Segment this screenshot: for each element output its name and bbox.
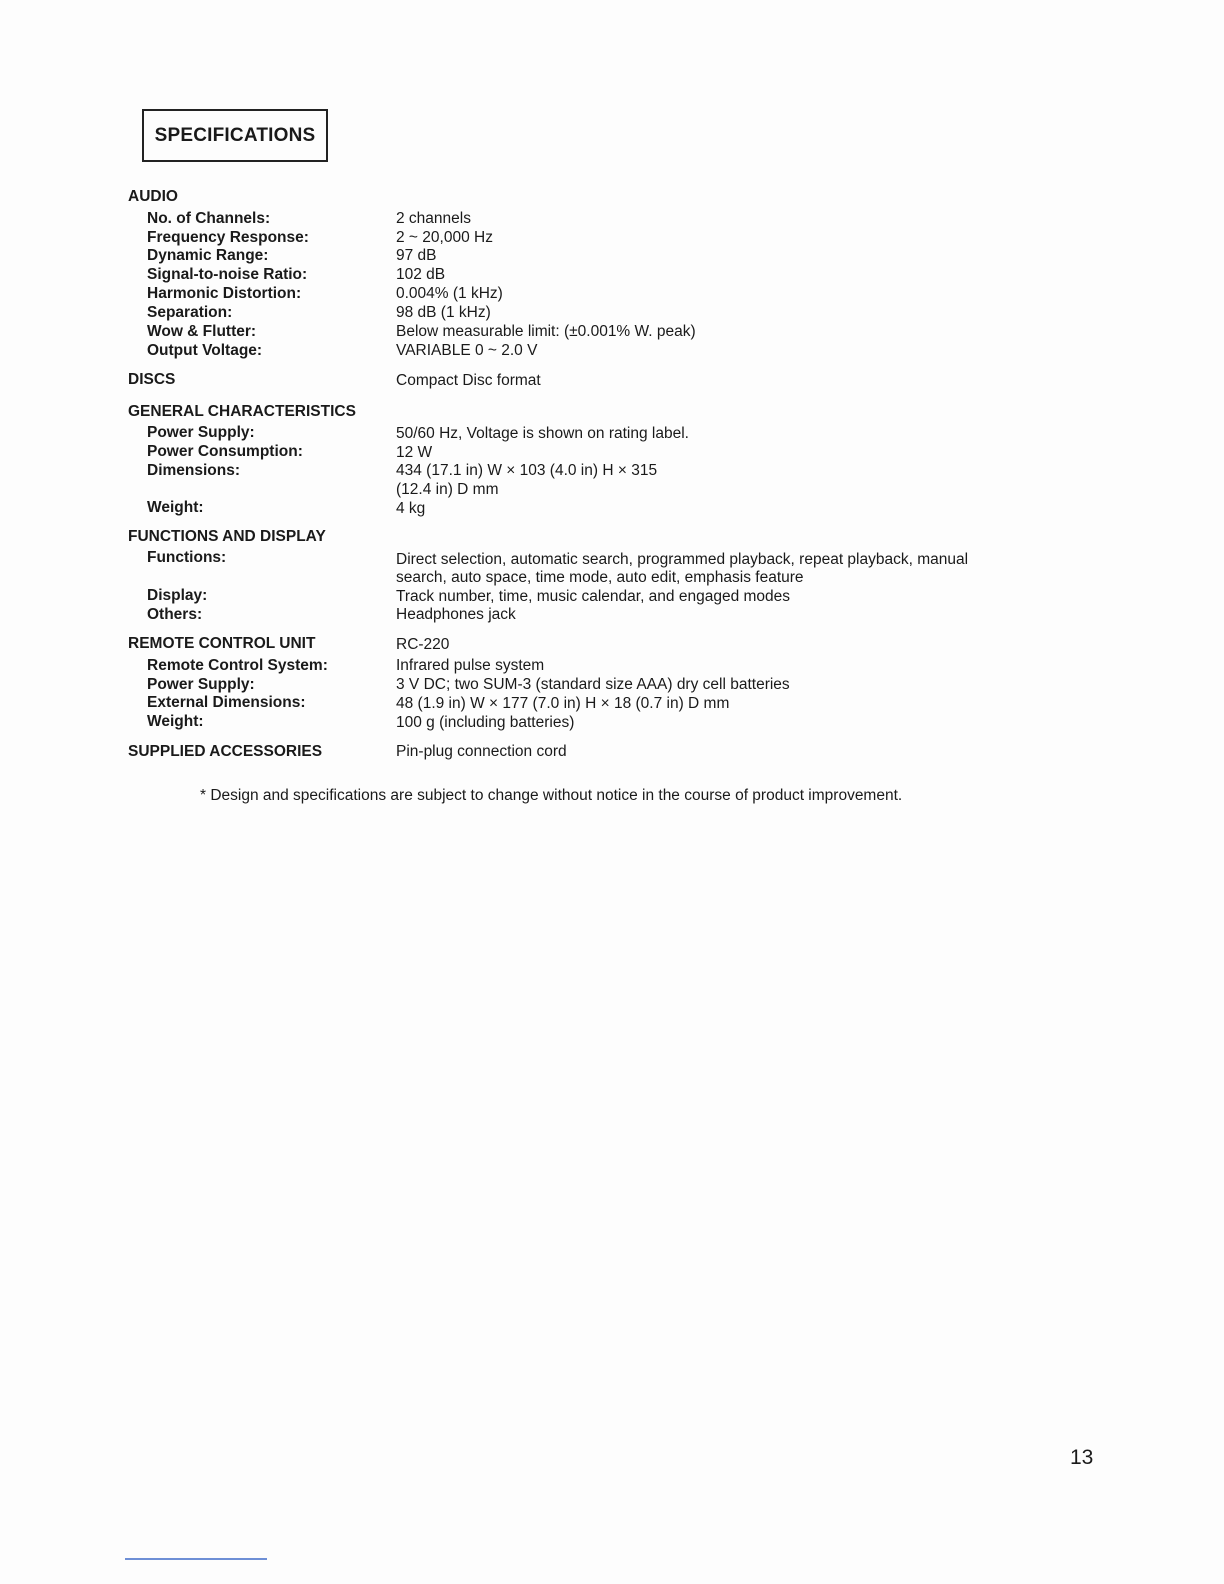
spec-value: RC-220 (396, 636, 450, 653)
spec-value: Pin-plug connection cord (396, 743, 567, 760)
spec-label: Functions: (147, 549, 227, 566)
spec-value: Infrared pulse system (396, 657, 545, 674)
spec-value: 2 ~ 20,000 Hz (396, 229, 493, 246)
spec-value: 0.004% (1 kHz) (396, 285, 503, 302)
spec-value: 3 V DC; two SUM-3 (standard size AAA) dry cell batteries (396, 676, 790, 693)
spec-value: 48 (1.9 in) W × 177 (7.0 in) H × 18 (0.7 in) D mm (396, 695, 730, 712)
spec-value: Below measurable limit: (±0.001% W. peak) (396, 323, 696, 340)
spec-value: Headphones jack (396, 606, 516, 623)
page-title: SPECIFICATIONS (142, 109, 328, 162)
spec-value: Track number, time, music calendar, and engaged modes (396, 588, 791, 605)
spec-value: search, auto space, time mode, auto edit, emphasis feature (396, 569, 804, 586)
spec-value: Direct selection, automatic search, programmed playback, repeat playback, manual (396, 551, 969, 568)
spec-value: 102 dB (396, 266, 446, 283)
spec-label: Harmonic Distortion: (147, 285, 302, 302)
spec-label: Frequency Response: (147, 229, 309, 246)
section-heading-general: GENERAL CHARACTERISTICS (128, 403, 356, 420)
spec-label: Separation: (147, 304, 233, 321)
section-heading-discs: DISCS (128, 371, 176, 388)
page-number: 13 (1070, 1446, 1094, 1469)
spec-value: 100 g (including batteries) (396, 714, 575, 731)
spec-value: 434 (17.1 in) W × 103 (4.0 in) H × 315 (396, 462, 658, 479)
spec-label: Signal-to-noise Ratio: (147, 266, 308, 283)
spec-value: 97 dB (396, 247, 437, 264)
spec-label: Power Consumption: (147, 443, 303, 460)
spec-label: Weight: (147, 713, 204, 730)
spec-value: 98 dB (1 kHz) (396, 304, 491, 321)
spec-label: Display: (147, 587, 208, 604)
bottom-rule (125, 1558, 267, 1560)
spec-label: External Dimensions: (147, 694, 306, 711)
spec-value: 2 channels (396, 210, 471, 227)
footnote: * Design and specifications are subject to change without notice in the course of product improvement. (200, 787, 903, 804)
section-heading-audio: AUDIO (128, 188, 178, 205)
spec-value: VARIABLE 0 ~ 2.0 V (396, 342, 538, 359)
spec-value: (12.4 in) D mm (396, 481, 499, 498)
spec-value: Compact Disc format (396, 372, 541, 389)
spec-label: Dynamic Range: (147, 247, 269, 264)
spec-value: 50/60 Hz, Voltage is shown on rating label. (396, 425, 689, 442)
spec-value: 12 W (396, 444, 433, 461)
spec-label: Power Supply: (147, 424, 255, 441)
spec-label: Wow & Flutter: (147, 323, 257, 340)
spec-label: Weight: (147, 499, 204, 516)
spec-label: Others: (147, 606, 203, 623)
spec-label: Dimensions: (147, 462, 241, 479)
section-heading-functions: FUNCTIONS AND DISPLAY (128, 528, 326, 545)
section-heading-accessories: SUPPLIED ACCESSORIES (128, 743, 323, 760)
section-heading-remote: REMOTE CONTROL UNIT (128, 635, 316, 652)
spec-label: Output Voltage: (147, 342, 263, 359)
spec-label: No. of Channels: (147, 210, 271, 227)
spec-label: Remote Control System: (147, 657, 328, 674)
spec-value: 4 kg (396, 500, 426, 517)
spec-label: Power Supply: (147, 676, 255, 693)
